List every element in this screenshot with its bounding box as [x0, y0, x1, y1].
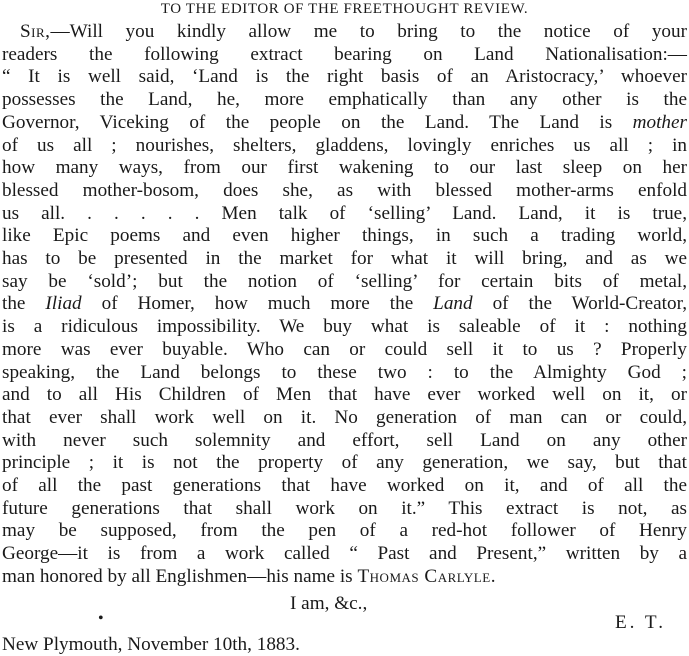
- body-line: has to be presented in the market for what it will bring, and as we: [2, 248, 687, 270]
- salutation: Sir,: [20, 21, 51, 42]
- line-text: .: [490, 565, 496, 587]
- body-line: [2, 293, 687, 316]
- italic-iliad: Iliad: [45, 293, 82, 315]
- line-text: of Homer, how much more the: [81, 293, 434, 315]
- body-line: future generations that shall work on it.” This extract is not, as: [2, 497, 687, 519]
- body-line: [2, 566, 687, 589]
- body-line: “ It is well said, ‘Land is the right basis of an Aristocracy,’ whoever: [2, 66, 687, 88]
- body-line: of all the past generations that have worked on it, and of all the: [2, 475, 687, 497]
- author-name: Thomas Carlyle: [357, 565, 491, 587]
- body-line: readers the following extract bearing on Land Nationalisation:—: [2, 43, 687, 65]
- body-line: principle ; it is not the property of any generation, we say, but that: [2, 452, 687, 474]
- body-line: say be ‘sold’; but the notion of ‘selling’ for certain bits of metal,: [2, 270, 687, 292]
- body-line: like Epic poems and even higher things, in such a trading world,: [2, 225, 687, 247]
- italic-land: Land: [433, 293, 473, 315]
- line-text: Governor, Viceking of the people on the Land. The Land is: [2, 111, 633, 133]
- body-line: that ever shall work well on it. No generation of man can or could,: [2, 406, 687, 428]
- line-text: —Will you kindly allow me to bring to the notice of your: [50, 21, 687, 42]
- body-line: more was ever buyable. Who can or could sell it to us ? Properly: [2, 338, 687, 360]
- line-text: the: [2, 293, 46, 315]
- body-line: is a ridiculous impossibility. We buy what is saleable of it : nothing: [2, 316, 687, 338]
- closing: I am, &c.,: [290, 593, 368, 614]
- letter-heading: TO THE EDITOR OF THE FREETHOUGHT REVIEW.: [160, 1, 529, 17]
- body-line: and to all His Children of Men that have ever worked well on it, or: [2, 384, 687, 406]
- italic-mother: mother: [632, 111, 687, 133]
- body-line: speaking, the Land belongs to these two : to the Almighty God ;: [2, 361, 687, 383]
- signature: E. T.: [614, 612, 666, 633]
- body-line: blessed mother-bosom, does she, as with blessed mother-arms enfold: [2, 179, 687, 201]
- body-line: of us all ; nourishes, shelters, gladdens, lovingly enriches us all ; in: [2, 134, 687, 156]
- body-line: us all. . . . . . Men talk of ‘selling’ Land. Land, it is true,: [2, 202, 687, 224]
- body-line: [2, 112, 687, 135]
- letter-body: [2, 21, 687, 589]
- stray-mark: •: [98, 610, 104, 627]
- body-line: with never such solemnity and effort, sell Land on any other: [2, 429, 687, 451]
- body-line: may be supposed, from the pen of a red-hot follower of Henry: [2, 520, 687, 542]
- body-line: possesses the Land, he, more emphatically than any other is the: [2, 89, 687, 111]
- dateline: New Plymouth, November 10th, 1883.: [2, 634, 300, 655]
- line-text: of the World-Creator,: [472, 293, 687, 315]
- body-line: how many ways, from our first wakening to our last sleep on her: [2, 157, 687, 179]
- body-line: George—it is from a work called “ Past and Present,” written by a: [2, 543, 687, 565]
- body-line: [2, 21, 687, 44]
- line-text: man honored by all Englishmen—his name is: [2, 565, 358, 587]
